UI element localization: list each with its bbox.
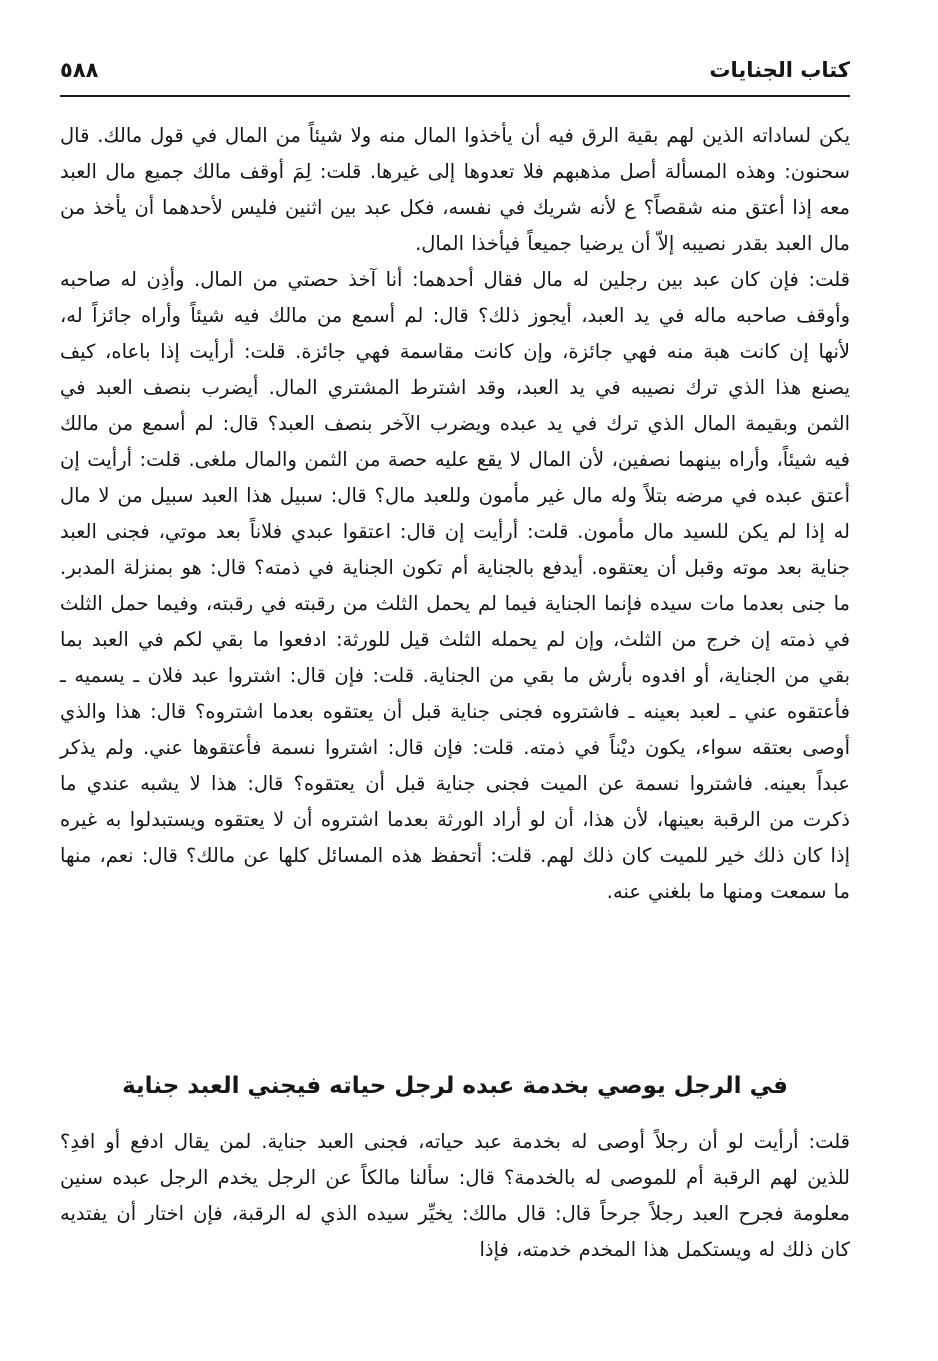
book-page <box>60 0 850 1361</box>
page-header <box>60 56 850 90</box>
section-text <box>60 1124 850 1268</box>
main-text <box>60 118 850 910</box>
paragraph: قلت: أرأيت لو أن رجلاً أوصى له بخدمة عبد حياته، فجنى العبد جناية. لمن يقال ادفع أو افدِ؟ للذين لهم الرقبة أم للموصى له بالخدمة؟ قال: سألنا مالكاً عن الرجل يخدم الرجل عبده سنين معلومة فجرح العبد رجلاً جرحاً قال: قال مالك: يخيِّر سيده الذي له الرقبة، فإن اختار أن يفتديه كان ذلك له ويستكمل هذا المخدم خدمته، فإذا <box>60 1130 850 1261</box>
header-rule <box>60 95 850 97</box>
paragraph: قلت: فإن كان عبد بين رجلين له مال فقال أحدهما: أنا آخذ حصتي من المال. وأذِن له صاحبه وأوقف صاحبه ماله في يد العبد، أيجوز ذلك؟ قال: لم أسمع من مالك فيه شيئاً وأراه جائزاً له، لأنها إن كانت هبة منه فهي جائزة، وإن كانت مقاسمة فهي جائزة. قلت: أرأيت إذا باعاه، كيف يصنع هذا الذي ترك نصيبه في يد العبد، وقد اشترط المشتري المال. أيضرب بنصف العبد في الثمن وبقيمة المال الذي ترك في يد عبده ويضرب الآخر بنصف العبد؟ قال: لم أسمع من مالك فيه شيئاً، وأراه بينهما نصفين، لأن المال لا يقع عليه حصة من الثمن والمال ملغى. قلت: أرأيت إن أعتق عبده في مرضه بتلاً وله مال غير مأمون وللعبد مال؟ قال: سبيل هذا العبد سبيل من لا مال له إذا لم يكن للسيد مال مأمون. قلت: أرأيت إن قال: اعتقوا عبدي فلاناً بعد موتي، فجنى العبد جناية بعد موته وقبل أن يعتقوه. أيدفع بالجناية أم تكون الجناية في ذمته؟ قال: هو بمنزلة المدبر. ما جنى بعدما مات سيده فإنما الجناية فيما لم يحمل الثلث من رقبته في رقبته، وفيما حمل الثلث في ذمته إن خرج من الثلث، وإن لم يحمله الثلث قيل للورثة: ادفعوا ما بقي لكم في العبد بما بقي من الجناية، أو افدوه بأرش ما بقي من الجناية. قلت: فإن قال: اشتروا عبد فلان ـ يسميه ـ فأعتقوه عني ـ لعبد بعينه ـ فاشتروه فجنى جناية قبل أن يعتقوه بعدما اشتروه؟ قال: هذا والذي أوصى بعتقه سواء، يكون ديْناً في ذمته. قلت: فإن قال: اشتروا نسمة فأعتقوها عني. ولم يذكر عبداً بعينه. فاشتروا نسمة عن الميت فجنى جناية قبل أن يعتقوه؟ قال: هذا لا يشبه عندي ما ذكرت من الرقبة بعينها، لأن هذا، أن لو أراد الورثة بعدما اشتروه أن لا يعتقوه ويستبدلوا به غيره إذا كان ذلك خير للميت كان ذلك لهم. قلت: أتحفظ هذه المسائل كلها عن مالك؟ قال: نعم، منها ما سمعت ومنها ما بلغني عنه. <box>60 268 850 903</box>
running-title: كتاب الجنايات <box>709 58 850 82</box>
page-number: ٥٨٨ <box>60 58 99 82</box>
section-heading: في الرجل يوصي بخدمة عبده لرجل حياته فيجني العبد جناية <box>122 1073 788 1099</box>
paragraph: يكن لساداته الذين لهم بقية الرق فيه أن يأخذوا المال منه ولا شيئاً من المال في قول مالك. قال سحنون: وهذه المسألة أصل مذهبهم فلا تعدوها إلى غيرها. قلت: لِمَ أوقف مالك جميع مال العبد معه إذا أعتق منه شقصاً؟ ع لأنه شريك في نفسه، فكل عبد بين اثنين فليس لأحدهما أن يأخذ من مال العبد بقدر نصيبه إلاّ أن يرضيا جميعاً فيأخذا المال. <box>60 124 850 255</box>
